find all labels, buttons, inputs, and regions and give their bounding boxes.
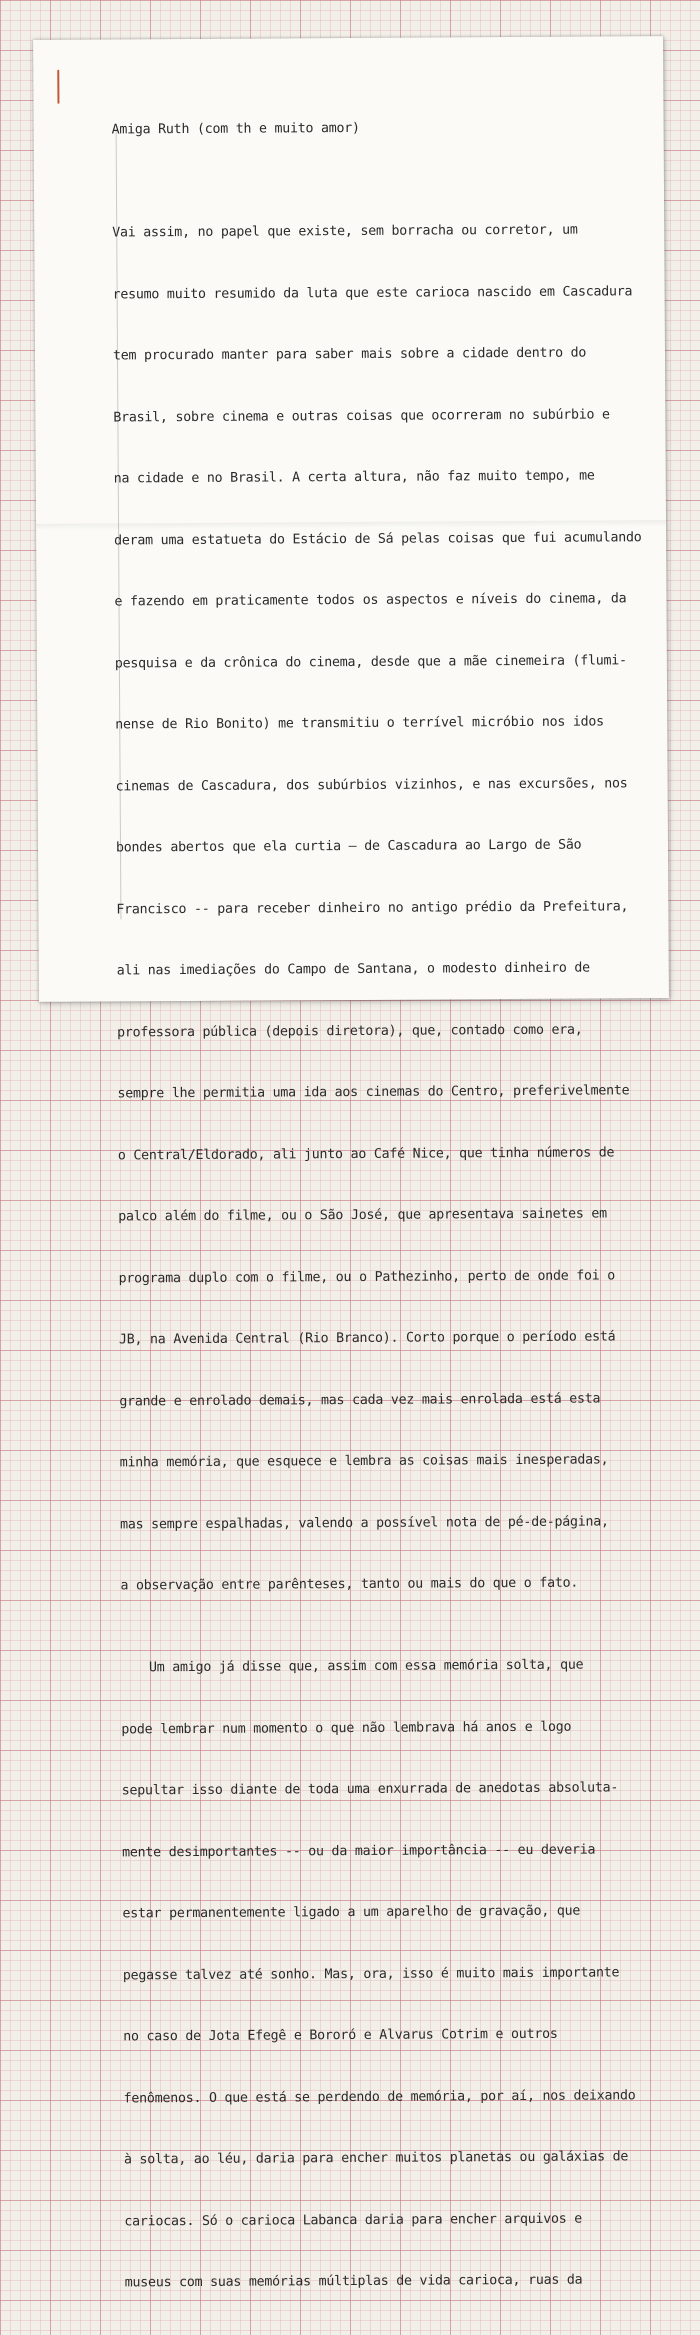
letter-line: Francisco -- para receber dinheiro no antigo prédio da Prefeitura,: [116, 898, 629, 917]
letter-line: pegasse talvez até sonho. Mas, ora, isso é muito mais importante: [122, 1964, 620, 1983]
letter-line: mas sempre espalhadas, valendo a possível nota de pé-de-página,: [120, 1513, 609, 1532]
letter-line: ali nas imediações do Campo de Santana, o modesto dinheiro de: [116, 960, 590, 979]
letter-body: [111, 76, 665, 2335]
red-pencil-mark: [57, 70, 59, 104]
letter-line: tem procurado manter para saber mais sobre a cidade dentro do: [112, 345, 587, 364]
letter-line: no caso de Jota Efegê e Bororó e Alvarus Cotrim e outros: [123, 2026, 558, 2045]
salutation: Amiga Ruth (com th e muito amor): [111, 120, 360, 138]
letter-line: professora pública (depois diretora), que, contado como era,: [117, 1022, 583, 1040]
letter-line: sempre lhe permitia uma ida aos cinemas do Centro, preferivelmente: [117, 1083, 630, 1102]
letter-line: museus com suas memórias múltiplas de vida carioca, ruas da: [124, 2272, 583, 2291]
letter-line: na cidade e no Brasil. A certa altura, não faz muito tempo, me: [113, 468, 595, 487]
letter-line: minha memória, que esquece e lembra as coisas mais inesperadas,: [119, 1452, 609, 1471]
letter-line: à solta, ao léu, daria para encher muitos planetas ou galáxias de: [123, 2149, 629, 2168]
letter-line: JB, na Avenida Central (Rio Branco). Corto porque o período está: [118, 1329, 616, 1348]
letter-line: cinemas de Cascadura, dos subúrbios vizinhos, e nas excursões, nos: [115, 775, 628, 794]
letter-line: programa duplo com o filme, ou o Pathezinho, perto de onde foi o: [118, 1267, 616, 1286]
letter-line: Vai assim, no papel que existe, sem borracha ou corretor, um: [112, 222, 578, 241]
letter-line: cariocas. Só o carioca Labanca daria para encher arquivos e: [124, 2211, 583, 2229]
letter-line: pesquisa e da crônica do cinema, desde que a mãe cinemeira (flumi-: [114, 652, 627, 671]
letter-line: e fazendo em praticamente todos os aspectos e níveis do cinema, da: [114, 591, 627, 610]
letter-line: palco além do filme, ou o São José, que apresentava sainetes em: [118, 1206, 607, 1225]
letter-line: resumo muito resumido da luta que este carioca nascido em Cascadura: [112, 283, 633, 302]
letter-line: mente desimportantes -- ou da maior importância -- eu deveria: [122, 1842, 596, 1860]
letter-line: grande e enrolado demais, mas cada vez mais enrolada está esta: [119, 1390, 601, 1409]
letter-line: Brasil, sobre cinema e outras coisas que ocorreram no subúrbio e: [113, 406, 610, 425]
letter-line: estar permanentemente ligado a um aparelho de gravação, que: [122, 1903, 581, 1922]
letter-line: Um amigo já disse que, assim com essa memória solta, que: [148, 1657, 584, 1676]
letter-line: pode lembrar num momento o que não lembrava há anos e logo: [121, 1719, 572, 1737]
letter-line: a observação entre parênteses, tanto ou mais do que o fato.: [120, 1575, 579, 1594]
letter-line: fenômenos. O que está se perdendo de memória, por aí, nos deixando: [123, 2087, 636, 2106]
typewritten-letter-sheet: [33, 36, 669, 2291]
letter-line: deram uma estatueta do Estácio de Sá pelas coisas que fui acumulando: [114, 529, 642, 548]
letter-line: o Central/Eldorado, ali junto ao Café Nice, que tinha números de: [117, 1144, 615, 1163]
letter-line: bondes abertos que ela curtia — de Cascadura ao Largo de São: [115, 837, 582, 856]
letter-line: nense de Rio Bonito) me transmitiu o terrível micróbio nos idos: [115, 714, 604, 733]
letter-line: sepultar isso diante de toda uma enxurrada de anedotas absoluta-: [121, 1780, 619, 1799]
